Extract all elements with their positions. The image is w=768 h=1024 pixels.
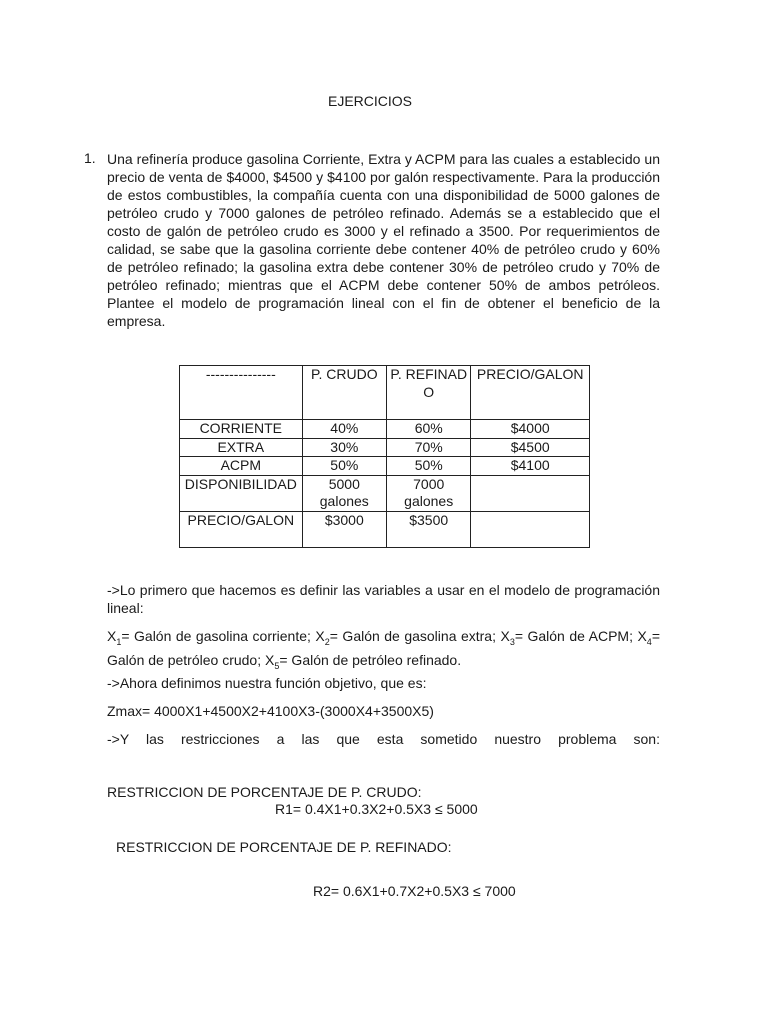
table-cell: 60% <box>387 420 471 439</box>
table-cell: 50% <box>302 457 386 476</box>
table-cell: DISPONIBILIDAD <box>180 475 303 511</box>
table-cell: PRECIO/GALON <box>180 511 303 547</box>
table-row <box>180 457 590 476</box>
table-cell: 30% <box>302 438 386 457</box>
table-row <box>180 420 590 439</box>
table-cell: $4000 <box>471 420 590 439</box>
table-header-cell: P. CRUDO <box>302 366 386 420</box>
table-cell: $4100 <box>471 457 590 476</box>
exercise-1 <box>84 150 660 330</box>
variables-intro: ->Lo primero que hacemos es definir las variables a usar en el modelo de programación lineal: <box>107 582 660 616</box>
table-cell <box>471 475 590 511</box>
table-header-cell: P. REFINADO <box>387 366 471 420</box>
table-cell: $4500 <box>471 438 590 457</box>
table-cell: 70% <box>387 438 471 457</box>
table-header-row <box>180 366 590 420</box>
exercise-number: 1. <box>84 150 96 166</box>
table-cell: $3500 <box>387 511 471 547</box>
table-row <box>180 511 590 547</box>
table-cell: EXTRA <box>180 438 303 457</box>
table-cell: 50% <box>387 457 471 476</box>
restriction-1-label: RESTRICCION DE PORCENTAJE DE P. CRUDO: <box>107 784 422 800</box>
table-row <box>180 475 590 511</box>
restriction-1-equation: R1= 0.4X1+0.3X2+0.5X3 ≤ 5000 <box>275 801 478 817</box>
page-title: EJERCICIOS <box>327 93 412 109</box>
objective-function: Zmax= 4000X1+4500X2+4100X3-(3000X4+3500X5) <box>107 703 434 719</box>
table-header-cell: --------------- <box>180 366 303 420</box>
restriction-2-equation: R2= 0.6X1+0.7X2+0.5X3 ≤ 7000 <box>313 883 516 899</box>
data-table <box>179 365 590 548</box>
restriction-2-label: RESTRICCION DE PORCENTAJE DE P. REFINADO: <box>116 839 452 855</box>
table-cell: $3000 <box>302 511 386 547</box>
exercise-statement: Una refinería produce gasolina Corriente, Extra y ACPM para las cuales a establecido un precio de venta de $4000, $4500 y $4100 por galón respectivamente. Para la producción de estos combustibles, la compañía cuenta con una disponibilidad de 5000 galones de petróleo crudo y 7000 galones de petróleo refinado. Además se a establecido que el costo de galón de petróleo crudo es 3000 y el refinado a 3500. Por requerimientos de calidad, se sabe que la gasolina corriente debe contener 40% de petróleo crudo y 60% de petróleo refinado; la gasolina extra debe contener 30% de petróleo crudo y 70% de petróleo refinado; mientras que el ACPM debe contener 50% de ambos petróleos. Plantee el modelo de programación lineal con el fin de obtener el beneficio de la empresa. <box>107 151 660 329</box>
table-header-cell: PRECIO/GALON <box>471 366 590 420</box>
table-cell: ACPM <box>180 457 303 476</box>
table-cell: 7000 galones <box>387 475 471 511</box>
restrictions-intro: ->Y las restricciones a las que esta sometido nuestro problema son: <box>107 731 660 747</box>
variables-definition: $X_1=$ Galón de gasolina corriente; $X_2=$ Galón de gasolina extra; $X_3=$ Galón de ACPM; $X_4=$ Galón de petróleo crudo; $X_5=$ Galón de petróleo refinado. <box>107 628 660 671</box>
table-cell: 5000 galones <box>302 475 386 511</box>
objective-intro: ->Ahora definimos nuestra función objetivo, que es: <box>107 675 427 691</box>
table-row <box>180 438 590 457</box>
table-cell: 40% <box>302 420 386 439</box>
table-cell: CORRIENTE <box>180 420 303 439</box>
table-cell <box>471 511 590 547</box>
